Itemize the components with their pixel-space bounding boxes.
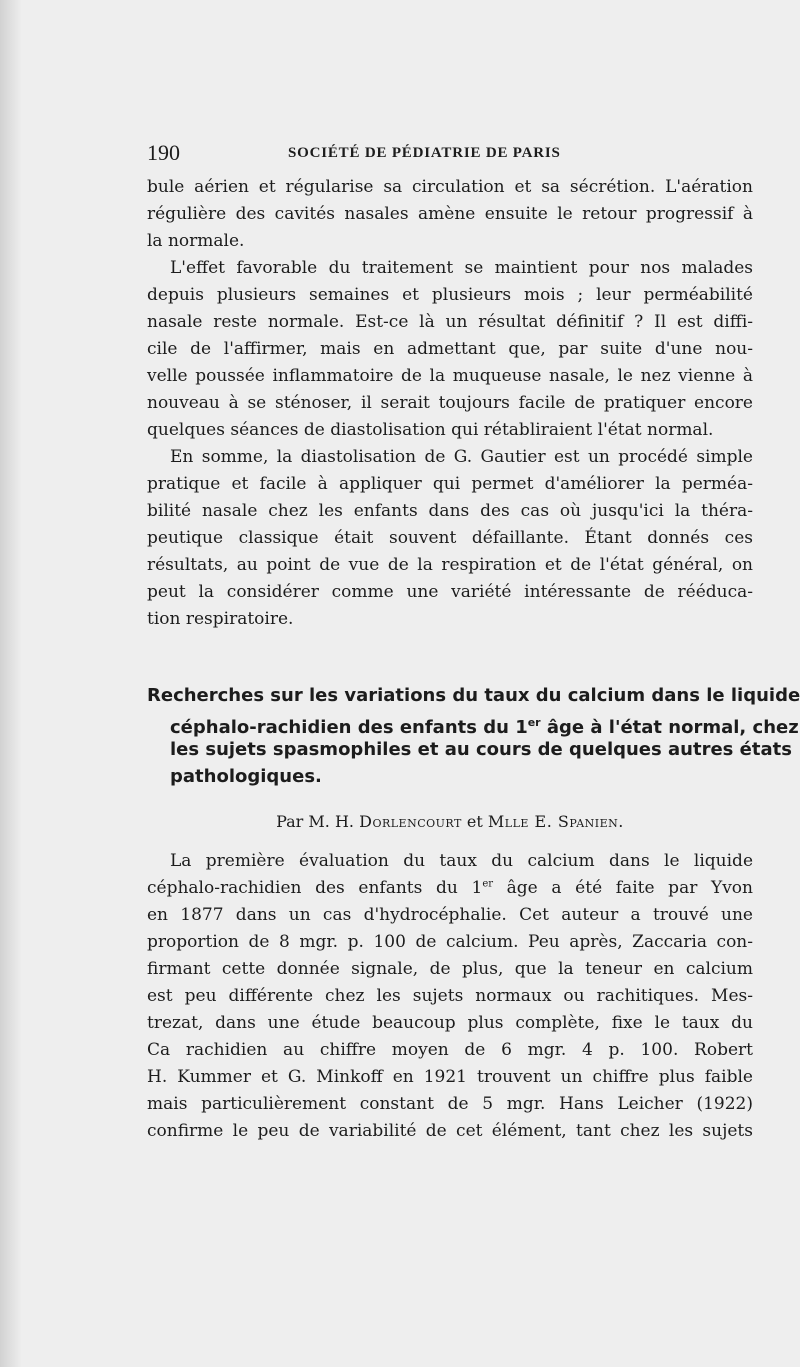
text-line: firmant cette donnée signale, de plus, que la teneur en calcium xyxy=(147,959,753,979)
text-line: mais particulièrement constant de 5 mgr. Hans Leicher (1922) xyxy=(147,1094,753,1114)
title-line: Recherches sur les variations du taux du calcium dans le liquide xyxy=(147,685,800,706)
page-binding-shadow xyxy=(0,0,22,1367)
text-line: la normale. xyxy=(147,231,245,251)
text-line: peutique classique était souvent défaillante. Étant donnés ces xyxy=(147,528,753,548)
author-byline xyxy=(147,812,753,831)
text-line: velle poussée inflammatoire de la muqueuse nasale, le nez vienne à xyxy=(147,366,753,386)
ordinal-superscript: er xyxy=(482,878,494,890)
title-line-part: âge à l'état normal, chez xyxy=(540,717,799,738)
text-line: est peu différente chez les sujets normaux ou rachitiques. Mes- xyxy=(147,986,753,1006)
text-line: trezat, dans une étude beaucoup plus complète, fixe le taux du xyxy=(147,1013,753,1033)
title-line-part: céphalo-rachidien des enfants du 1 xyxy=(170,717,528,738)
author-name: Dorlencourt xyxy=(359,812,462,831)
text-line: cile de l'affirmer, mais en admettant que, par suite d'une nou- xyxy=(147,339,753,359)
text-line: bilité nasale chez les enfants dans des cas où jusqu'ici la théra- xyxy=(147,501,753,521)
text-line xyxy=(147,875,753,902)
paragraph-continuation xyxy=(147,174,753,444)
text-line: proportion de 8 mgr. p. 100 de calcium. Peu après, Zaccaria con- xyxy=(147,932,753,952)
byline-conjunction: et xyxy=(466,812,483,831)
title-line xyxy=(147,709,799,738)
ordinal-superscript: er xyxy=(527,716,541,729)
article-title xyxy=(147,682,800,790)
text-line: nouveau à se sténoser, il serait toujours facile de pratiquer encore xyxy=(147,393,753,413)
author-name: Mlle E. Spanien. xyxy=(487,812,624,831)
text-line: tion respiratoire. xyxy=(147,609,294,629)
title-line: les sujets spasmophiles et au cours de quelques autres états xyxy=(170,739,792,760)
text-line: L'effet favorable du traitement se maintient pour nos malades xyxy=(170,258,753,278)
text-line: pratique et facile à appliquer qui permet d'améliorer la perméa- xyxy=(147,474,753,494)
text-line: depuis plusieurs semaines et plusieurs mois ; leur perméabilité xyxy=(147,285,753,305)
text-line: quelques séances de diastolisation qui rétabliraient l'état normal. xyxy=(147,420,714,440)
text-part: âge a été faite par Yvon xyxy=(493,878,753,898)
text-line: résultats, au point de vue de la respiration et de l'état général, on xyxy=(147,555,753,575)
text-line: bule aérien et régularise sa circulation et sa sécrétion. L'aération xyxy=(147,177,753,197)
text-line: en 1877 dans un cas d'hydrocéphalie. Cet auteur a trouvé une xyxy=(147,905,753,925)
title-line: pathologiques. xyxy=(170,766,322,787)
byline-prefix: Par M. H. xyxy=(276,812,355,831)
paragraph-conclusion xyxy=(147,444,753,633)
text-line: peut la considérer comme une variété intéressante de rééduca- xyxy=(147,582,753,602)
text-line: H. Kummer et G. Minkoff en 1921 trouvent un chiffre plus faible xyxy=(147,1067,753,1087)
text-line: Ca rachidien au chiffre moyen de 6 mgr. 4 p. 100. Robert xyxy=(147,1040,753,1060)
text-line: nasale reste normale. Est-ce là un résultat définitif ? Il est diffi- xyxy=(147,312,753,332)
running-header: SOCIÉTÉ DE PÉDIATRIE DE PARIS xyxy=(288,145,561,161)
text-line: En somme, la diastolisation de G. Gautier est un procédé simple xyxy=(170,447,753,467)
text-line: La première évaluation du taux du calcium dans le liquide xyxy=(170,851,753,871)
text-line: régulière des cavités nasales amène ensuite le retour progressif à xyxy=(147,204,753,224)
text-part: céphalo-rachidien des enfants du 1 xyxy=(147,878,483,898)
paragraph-article-body xyxy=(147,848,753,1145)
text-line: confirme le peu de variabilité de cet élément, tant chez les sujets xyxy=(147,1121,753,1141)
page-number: 190 xyxy=(147,140,180,165)
